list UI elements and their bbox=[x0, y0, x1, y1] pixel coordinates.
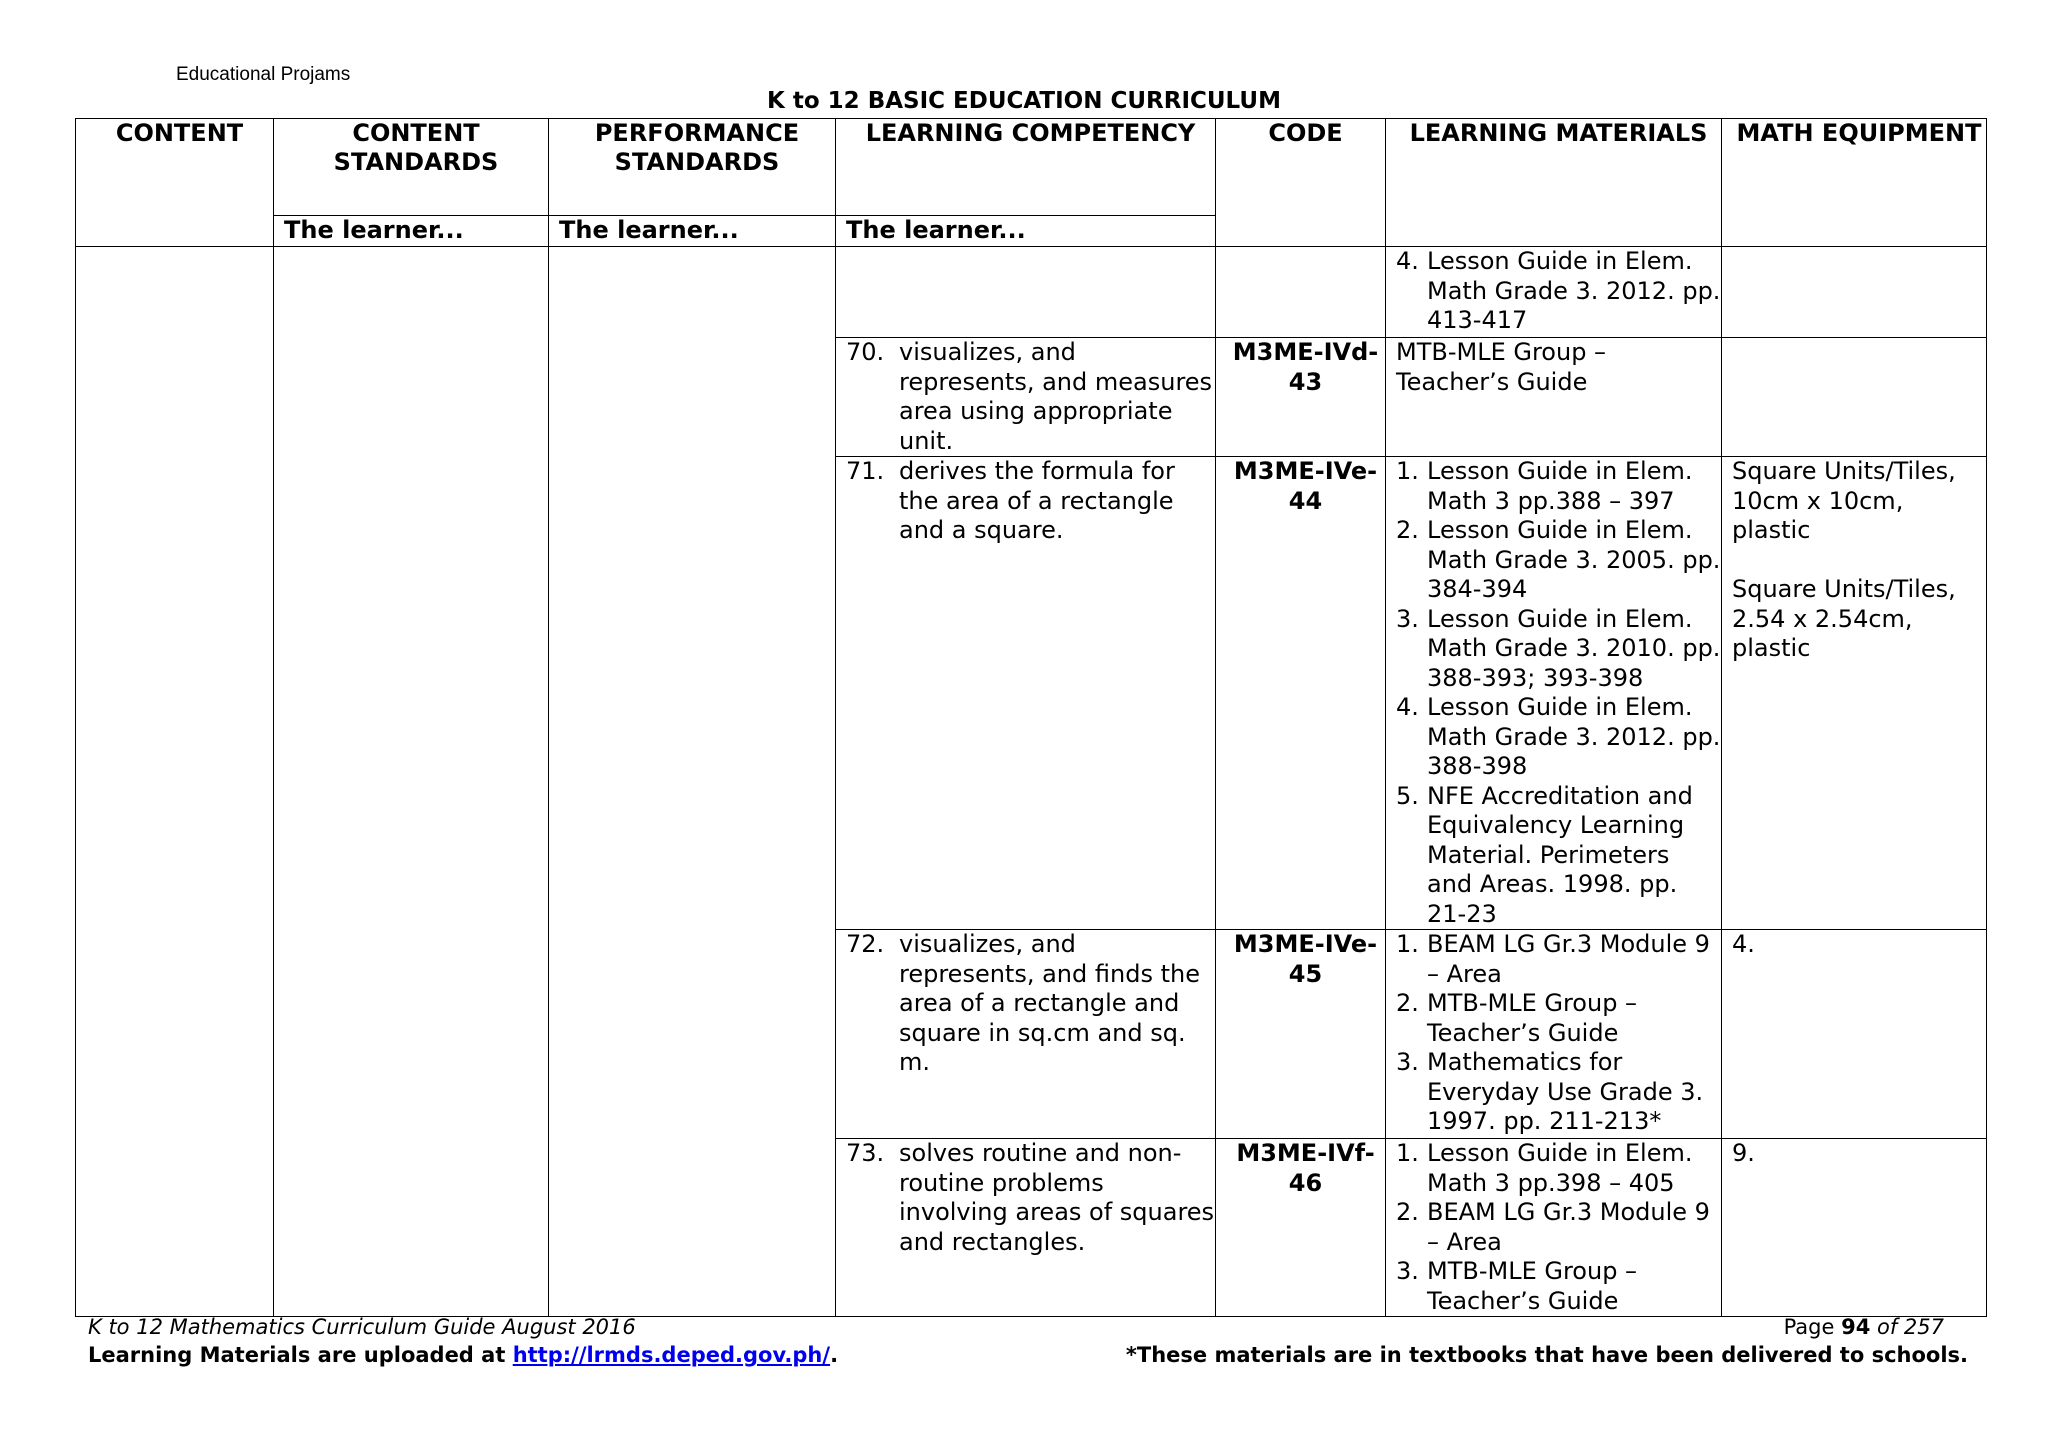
competency-cell bbox=[836, 247, 1216, 338]
code-cell: M3ME-IVf-46 bbox=[1216, 1139, 1386, 1317]
equipment-cell: 9. bbox=[1722, 1139, 1987, 1317]
list-item: 4. Lesson Guide in Elem. Math Grade 3. 2012. pp. 388-398 bbox=[1396, 693, 1721, 780]
code-cell: M3ME-IVd-43 bbox=[1216, 338, 1386, 457]
header-learning-materials: LEARNING MATERIALS bbox=[1386, 119, 1722, 247]
list-item: 2. Lesson Guide in Elem. Math Grade 3. 2005. pp. 384-394 bbox=[1396, 516, 1721, 603]
materials-cell: MTB-MLE Group – Teacher’s Guide bbox=[1386, 338, 1722, 457]
code-cell: M3ME-IVe-44 bbox=[1216, 457, 1386, 930]
equipment-cell bbox=[1722, 457, 1987, 930]
curriculum-table bbox=[75, 118, 1987, 1317]
learner-label: The learner... bbox=[836, 216, 1216, 247]
header-performance-standards: PERFORMANCE STANDARDS bbox=[549, 119, 836, 216]
guide-title: K to 12 Mathematics Curriculum Guide August 2016 bbox=[88, 1315, 636, 1339]
materials-cell bbox=[1386, 930, 1722, 1139]
code-cell bbox=[1216, 247, 1386, 338]
competency-cell: 70. visualizes, and represents, and measures area using appropriate unit. bbox=[836, 338, 1216, 457]
equipment-cell bbox=[1722, 247, 1987, 338]
footer-right bbox=[1126, 1313, 1968, 1369]
list-item: 3. Mathematics for Everyday Use Grade 3. 1997. pp. 211-213* bbox=[1396, 1048, 1704, 1135]
list-item: 3. Lesson Guide in Elem. Math Grade 3. 2010. pp. 388-393; 393-398 bbox=[1396, 604, 1721, 692]
equipment-cell: 4. bbox=[1722, 930, 1987, 1139]
header-math-equipment: MATH EQUIPMENT bbox=[1722, 119, 1987, 247]
list-item: 4. Lesson Guide in Elem. Math Grade 3. 2012. pp. 413-417 bbox=[1396, 247, 1721, 334]
equipment-item: Square Units/Tiles, 2.54 x 2.54cm, plastic bbox=[1732, 575, 1956, 662]
header-learning-competency: LEARNING COMPETENCY bbox=[836, 119, 1216, 216]
watermark: Educational Projams bbox=[176, 64, 351, 85]
footer-left bbox=[88, 1313, 838, 1369]
materials-cell bbox=[1386, 1139, 1722, 1317]
code-cell: M3ME-IVe-45 bbox=[1216, 930, 1386, 1139]
page-title: K to 12 BASIC EDUCATION CURRICULUM bbox=[767, 88, 1281, 114]
page-number: Page 94 of 257 bbox=[1783, 1315, 1944, 1339]
content-cell bbox=[76, 247, 274, 1317]
uploaded-line: Learning Materials are uploaded at http://lrmds.deped.gov.ph/. bbox=[88, 1343, 839, 1367]
competency-cell: 73. solves routine and non-routine problems involving areas of squares and rectangles. bbox=[836, 1139, 1216, 1317]
learner-label: The learner... bbox=[549, 216, 836, 247]
table-row bbox=[76, 247, 1987, 338]
lrmds-link[interactable]: http://lrmds.deped.gov.ph/ bbox=[512, 1343, 831, 1367]
header-content: CONTENT bbox=[76, 119, 274, 247]
header-content-standards: CONTENT STANDARDS bbox=[274, 119, 549, 216]
list-item: 2. MTB-MLE Group – Teacher’s Guide bbox=[1396, 989, 1638, 1047]
header-code: CODE bbox=[1216, 119, 1386, 247]
materials-cell bbox=[1386, 247, 1722, 338]
equipment-item: Square Units/Tiles, 10cm x 10cm, plastic bbox=[1732, 457, 1956, 544]
competency-cell: 72. visualizes, and represents, and finds the area of a rectangle and square in sq.cm and sq. m. bbox=[836, 930, 1216, 1139]
list-item: 3. MTB-MLE Group – Teacher’s Guide bbox=[1396, 1257, 1638, 1315]
list-item: 2. BEAM LG Gr.3 Module 9 – Area bbox=[1396, 1198, 1710, 1256]
performance-standards-cell bbox=[549, 247, 836, 1317]
equipment-cell bbox=[1722, 338, 1987, 457]
list-item: 5. NFE Accreditation and Equivalency Learning Material. Perimeters and Areas. 1998. pp. 21-23 bbox=[1396, 781, 1693, 928]
content-standards-cell bbox=[274, 247, 549, 1317]
list-item: 1. Lesson Guide in Elem. Math 3 pp.388 – 397 bbox=[1396, 457, 1693, 515]
footnote: *These materials are in textbooks that have been delivered to schools. bbox=[1125, 1343, 1968, 1367]
list-item: 1. BEAM LG Gr.3 Module 9 – Area bbox=[1396, 930, 1710, 988]
list-item: 1. Lesson Guide in Elem. Math 3 pp.398 – 405 bbox=[1396, 1139, 1693, 1197]
learner-label: The learner... bbox=[274, 216, 549, 247]
competency-cell: 71. derives the formula for the area of a rectangle and a square. bbox=[836, 457, 1216, 930]
materials-cell bbox=[1386, 457, 1722, 930]
